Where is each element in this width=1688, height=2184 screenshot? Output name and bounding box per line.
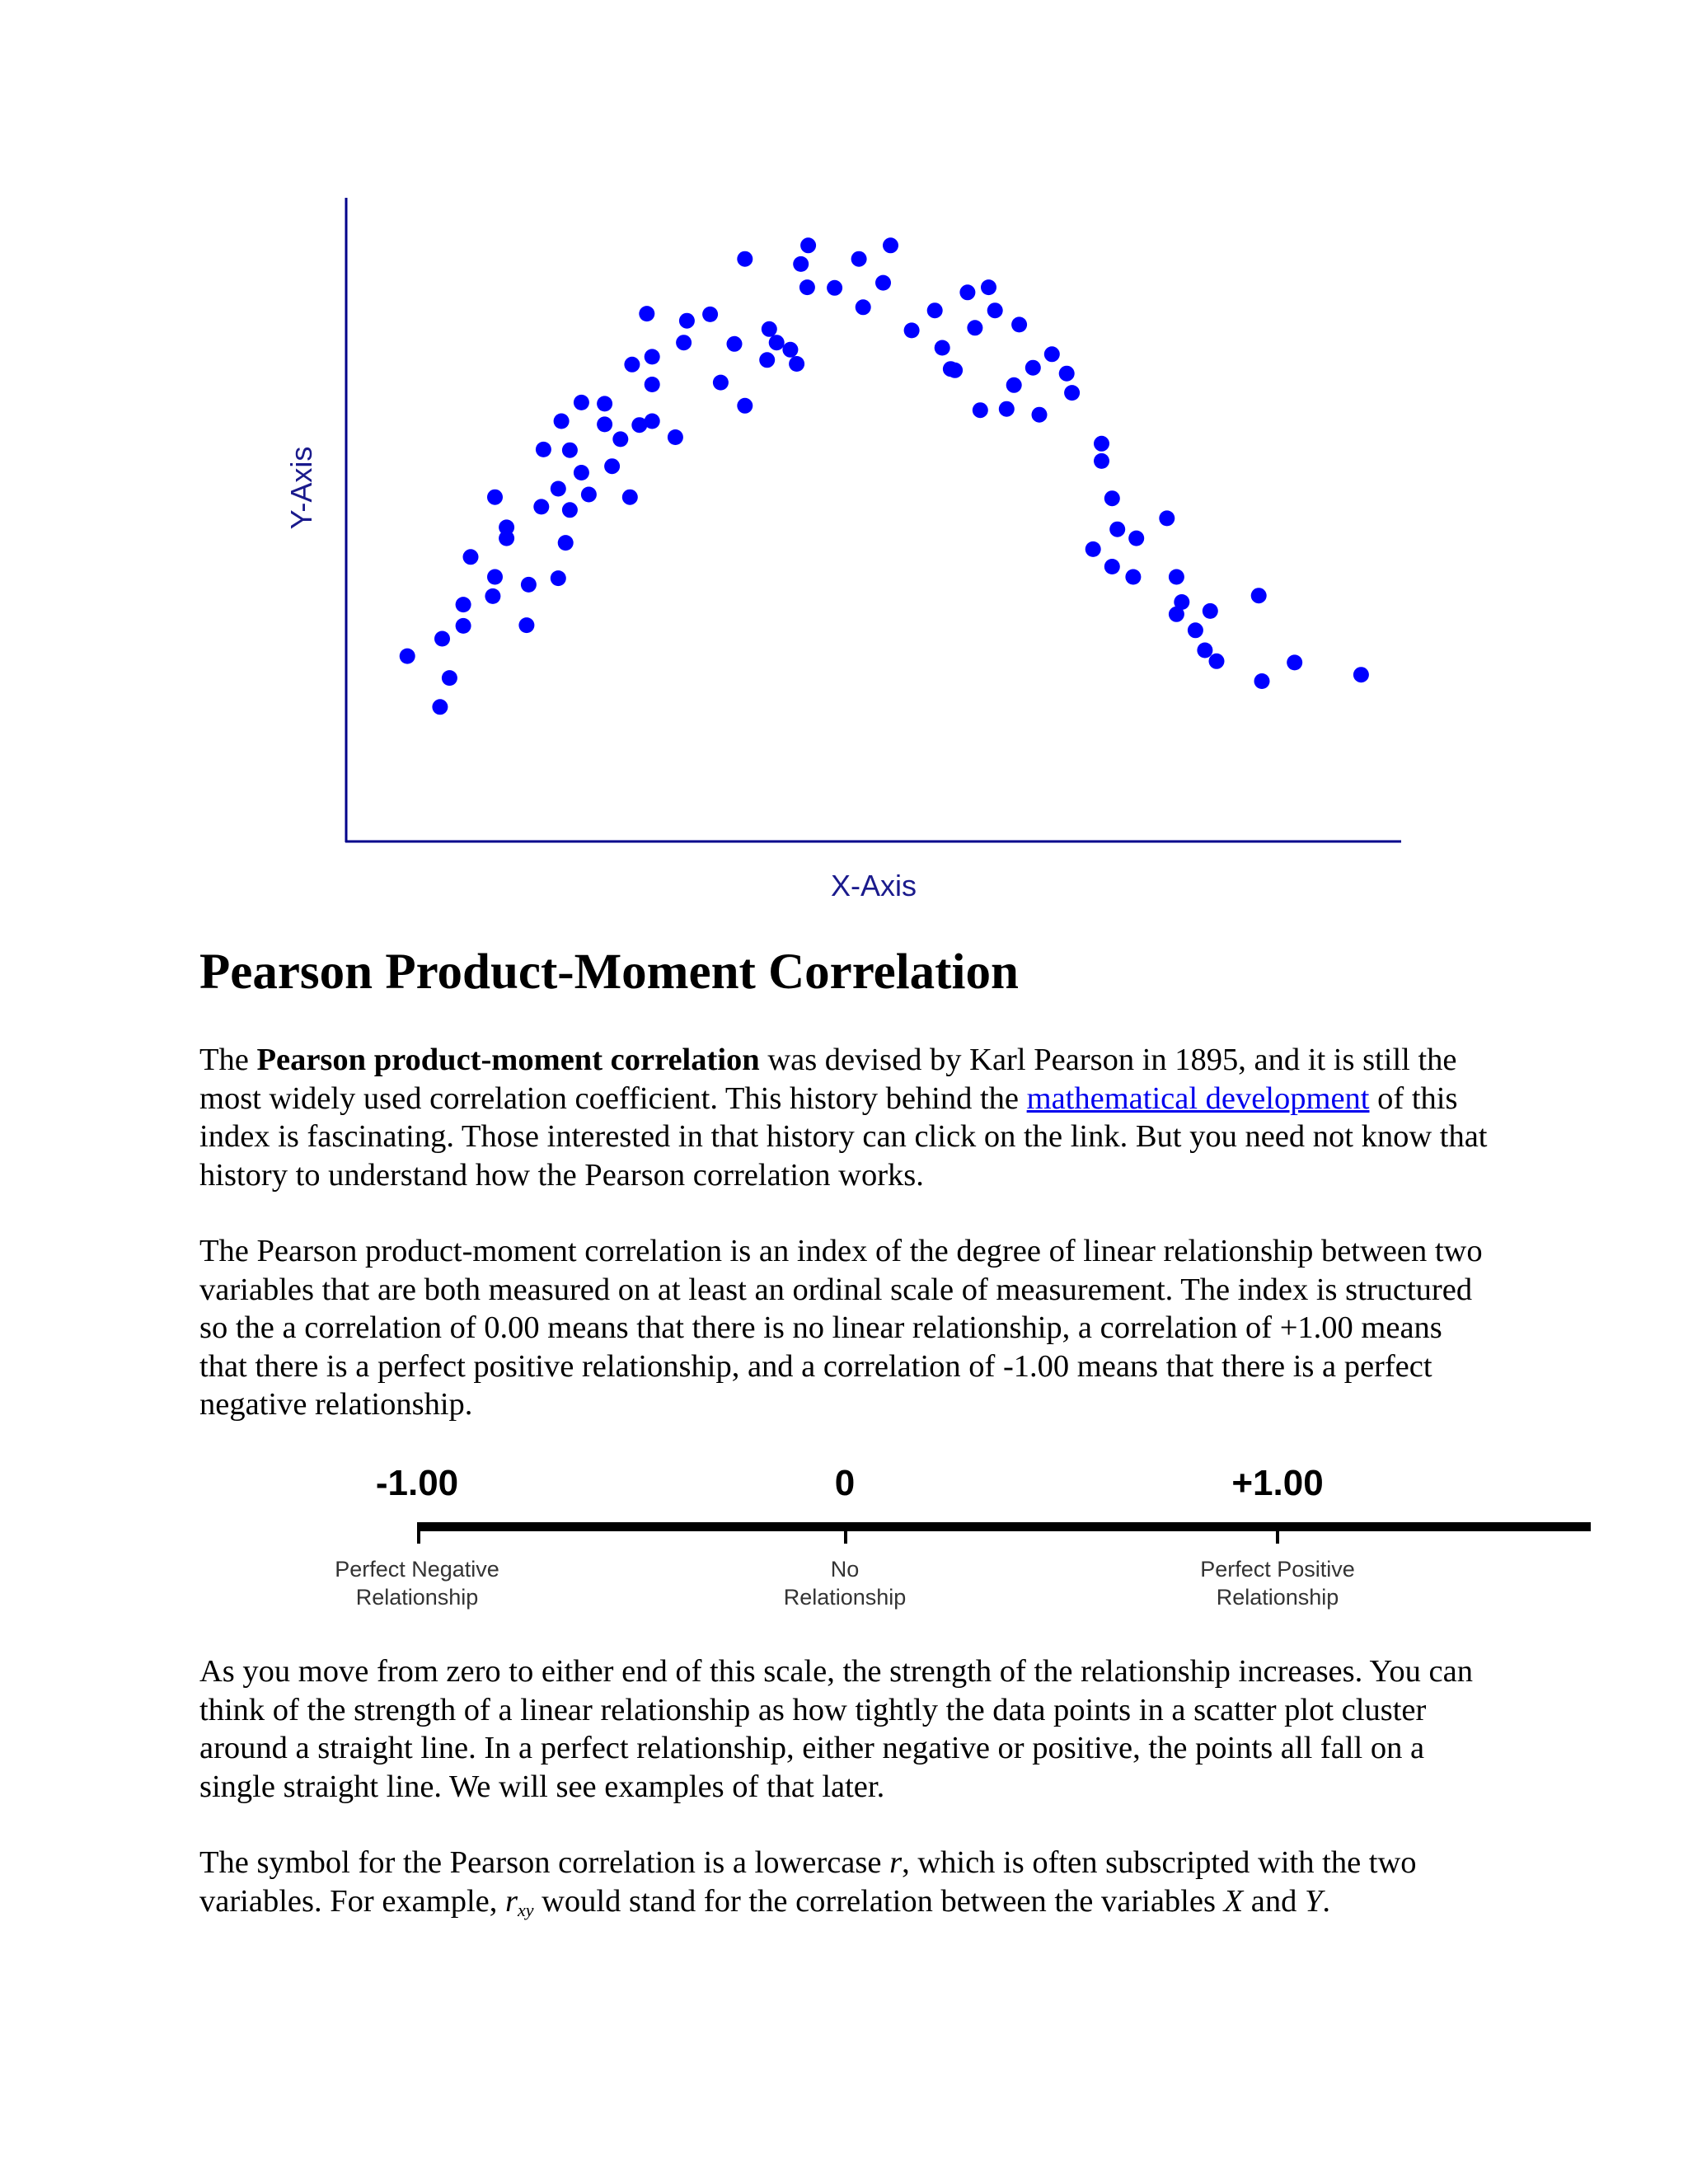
pearson-term: Pearson product-moment correlation [256, 1043, 760, 1077]
scatter-point [645, 414, 660, 429]
x-axis-label: X-Axis [830, 869, 917, 902]
scatter-point [558, 535, 574, 551]
scatter-point [551, 481, 566, 497]
scatter-point [1209, 654, 1225, 669]
scatter-point [456, 618, 471, 634]
scatter-point [1188, 622, 1203, 638]
scatter-point [1169, 569, 1184, 585]
scatter-point [702, 307, 718, 322]
scatter-point [1254, 673, 1270, 689]
scatter-point [536, 442, 551, 457]
rxy-symbol: $r_{xy}$ [504, 1883, 534, 1920]
scatter-point [574, 395, 589, 410]
scale-right-caption: Perfect Positive Relationship [1200, 1557, 1355, 1610]
scatter-point [521, 577, 537, 593]
scatter-point [518, 617, 534, 633]
scatter-point [789, 356, 804, 372]
scatter-point [1251, 588, 1267, 603]
scale-right-tick [1276, 1527, 1279, 1544]
scale-bar [417, 1522, 1591, 1531]
scale-left-value: -1.00 [375, 1463, 459, 1503]
scatter-point [612, 431, 628, 447]
scatter-point [799, 279, 815, 295]
scatter-point [499, 531, 514, 546]
scatter-point [727, 336, 743, 352]
scatter-point [551, 570, 566, 586]
scale-mid-caption: No Relationship [783, 1557, 907, 1610]
scatter-point [432, 699, 448, 715]
scatter-point [1011, 316, 1027, 332]
scatter-point [400, 649, 415, 664]
scatter-point [1059, 366, 1075, 382]
scale-mid-tick [844, 1527, 847, 1544]
scatter-point [769, 335, 785, 350]
intro-tail: of this index is fascinating. Those interested in that history can click on the link. But you need not know that history to understand how the Pearson correlation works. [199, 1080, 1488, 1193]
scatter-point [737, 251, 753, 267]
scatter-point [1064, 385, 1080, 401]
scatter-point [1032, 407, 1048, 423]
scatter-point [793, 256, 809, 272]
scatter-point [800, 237, 816, 253]
scatter-point [1128, 531, 1144, 546]
scale-mid-value: 0 [834, 1463, 856, 1503]
r-symbol: r [889, 1845, 903, 1880]
scatter-point [904, 322, 920, 338]
page-title: Pearson Product-Moment Correlation [199, 944, 1019, 1000]
scatter-point [487, 569, 503, 585]
mathematical-development-link[interactable]: mathematical development [1026, 1080, 1370, 1116]
scatter-point [1104, 559, 1120, 574]
scatter-point [737, 398, 753, 414]
scatter-point [762, 321, 777, 337]
definition-paragraph: The Pearson product-moment correlation is an index of the degree of linear relationship between two variables that are both measured on at least an ordinal scale of measurement. The index is structured so the a correlation of 0.00 means that there is no linear relationship, a correlation of +1.00 means that there is a perfect positive relationship, and a correlation of -1.00 means that there is a perfect negative relationship. [199, 1234, 1483, 1422]
scatter-point [639, 306, 654, 321]
scatter-point [856, 299, 871, 315]
scatter-point [676, 335, 692, 350]
scatter-point [999, 401, 1015, 417]
scatter-point [927, 302, 943, 318]
scatter-point [1025, 360, 1041, 376]
scatter-point [554, 414, 570, 429]
scatter-point [434, 631, 450, 647]
scatter-point [935, 340, 950, 356]
scatter-point [759, 352, 775, 368]
scatter-point [485, 588, 500, 604]
scatter-point [1203, 603, 1218, 619]
scatter-point [442, 670, 457, 686]
scatter-plot [247, 173, 1451, 915]
scatter-point [1159, 510, 1175, 526]
scale-left-tick [417, 1527, 420, 1544]
scatter-point [668, 429, 683, 445]
scatter-point [1109, 522, 1125, 537]
scatter-point [1006, 377, 1022, 393]
scatter-point [645, 349, 660, 364]
scatter-point [1094, 436, 1109, 452]
scatter-point [597, 416, 612, 432]
scatter-point [562, 443, 578, 458]
scatter-point [597, 396, 612, 411]
scatter-point [581, 487, 597, 503]
scatter-point [1104, 490, 1120, 506]
scatter-point [463, 549, 479, 565]
scatter-point [973, 402, 988, 418]
scatter-point [981, 279, 996, 295]
scatter-point [679, 313, 695, 329]
scatter-point [1125, 569, 1141, 585]
scatter-point [622, 490, 638, 505]
scatter-point [713, 375, 729, 391]
variable-x: X [1223, 1883, 1244, 1919]
scatter-point [1287, 654, 1302, 670]
scatter-point [827, 280, 842, 296]
scatter-point [851, 251, 867, 267]
scatter-point [947, 363, 963, 378]
scatter-point [967, 320, 982, 335]
y-axis-label: Y-Axis [284, 446, 318, 530]
scatter-point [1044, 346, 1060, 362]
scatter-point [562, 502, 578, 518]
scatter-point [624, 357, 640, 373]
variable-y: Y [1304, 1883, 1323, 1919]
scatter-point [456, 597, 471, 612]
scatter-point [1197, 643, 1212, 658]
intro-paragraph [199, 1041, 1493, 1194]
scatter-point [574, 465, 589, 480]
intro-lead: The [199, 1043, 257, 1077]
scatter-point [1085, 541, 1101, 557]
scatter-point [1353, 667, 1369, 682]
strength-paragraph: As you move from zero to either end of this scale, the strength of the relationship increases. You can think of the strength of a linear relationship as how tightly the data points in a scatter plot cluster around a straight line. In a perfect relationship, either negative or positive, the points all fall on a single straight line. We will see examples of that later. [199, 1654, 1473, 1804]
scatter-point [645, 377, 660, 392]
scatter-point [987, 302, 1003, 318]
scatter-point [959, 284, 975, 300]
scatter-point [604, 458, 620, 474]
symbol-paragraph: The symbol for the Pearson correlation is a lowercase r, which is often subscripted with the two variables. For example, $r_{xy}$ would stand for the correlation between the variables X and Y. [199, 1845, 1417, 1920]
scatter-point [883, 237, 898, 253]
scatter-point [533, 499, 549, 514]
scatter-point [875, 275, 891, 291]
scatter-point [1094, 453, 1109, 469]
scatter-point [1174, 594, 1189, 610]
scatter-point [782, 342, 798, 358]
scatter-point [487, 490, 503, 505]
intro-mid: was devised by Karl Pearson in 1895, and it is still the most widely used correlation coefficient. This history behind the [199, 1043, 1457, 1116]
correlation-scale [313, 1463, 1376, 1628]
scale-left-caption: Perfect Negative Relationship [335, 1557, 499, 1610]
scatter-points [400, 237, 1369, 715]
scale-right-value: +1.00 [1231, 1463, 1324, 1503]
